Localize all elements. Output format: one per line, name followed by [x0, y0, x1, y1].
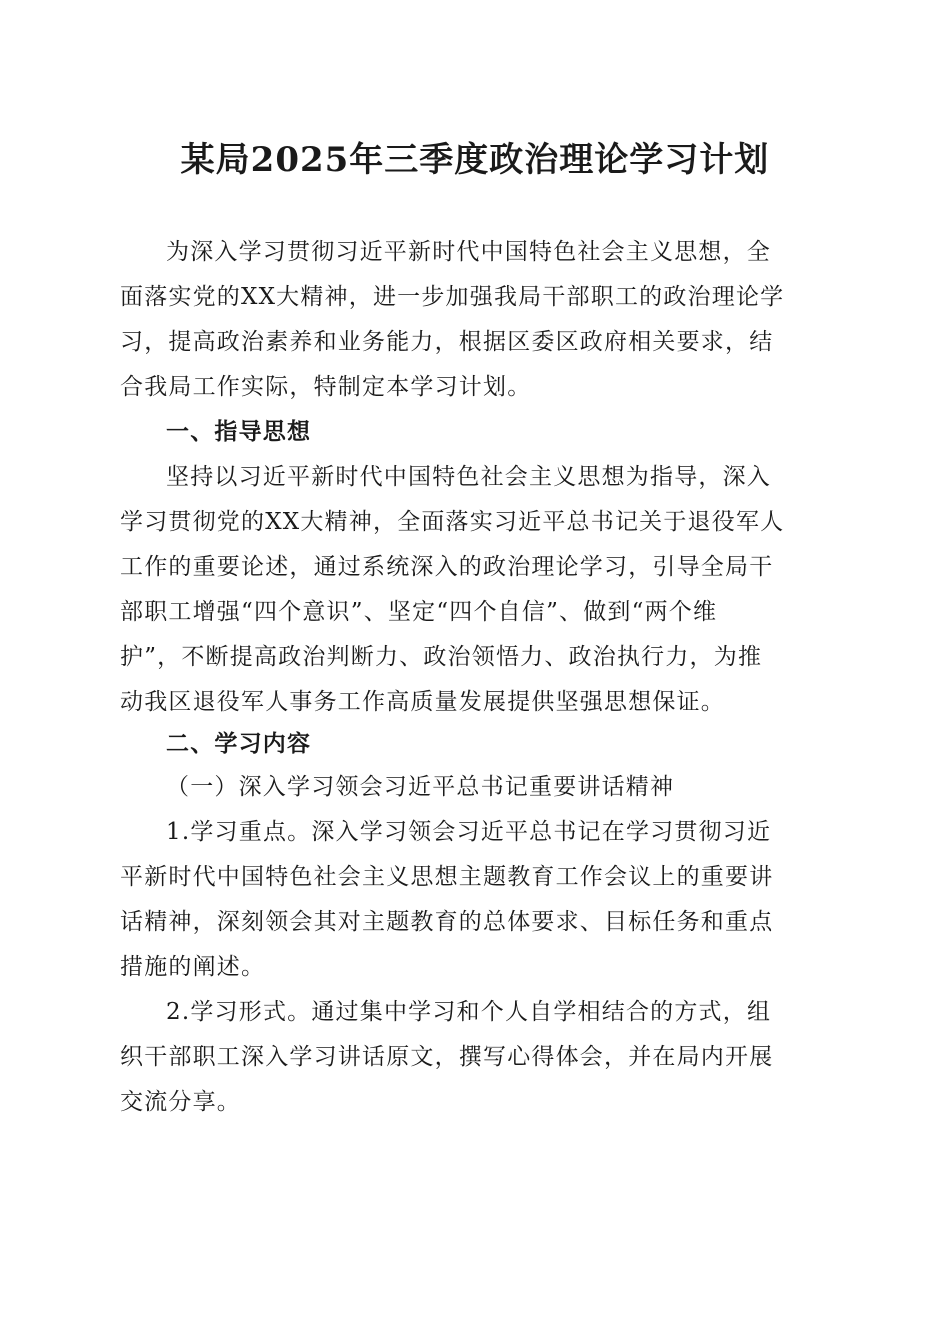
paragraph-line: 话精神，深刻领会其对主题教育的总体要求、目标任务和重点 — [120, 909, 774, 935]
intro-paragraph — [120, 230, 825, 410]
paragraph-line: 动我区退役军人事务工作高质量发展提供坚强思想保证。 — [120, 689, 725, 715]
paragraph-line: 交流分享。 — [120, 1089, 241, 1115]
guiding-thought-paragraph — [120, 455, 825, 725]
paragraph-line: 合我局工作实际，特制定本学习计划。 — [120, 374, 532, 400]
section-study-content — [120, 722, 825, 767]
section-heading: 一、指导思想 — [166, 419, 312, 445]
paragraph-line: 措施的阐述。 — [120, 954, 266, 980]
paragraph-line: 2.学习形式。通过集中学习和个人自学相结合的方式，组 — [166, 999, 772, 1025]
paragraph-line: 为深入学习贯彻习近平新时代中国特色社会主义思想，全 — [166, 239, 771, 265]
subsection — [120, 765, 825, 810]
paragraph-line: 学习贯彻党的XX大精神，全面落实习近平总书记关于退役军人 — [120, 509, 785, 535]
document-title: 某局2025年三季度政治理论学习计划 — [180, 140, 770, 180]
section-heading: 二、学习内容 — [166, 731, 312, 757]
paragraph-line: 1.学习重点。深入学习领会习近平总书记在学习贯彻习近 — [166, 819, 772, 845]
paragraph-line: 面落实党的XX大精神，进一步加强我局干部职工的政治理论学 — [120, 284, 785, 310]
paragraph-line: 工作的重要论述，通过系统深入的政治理论学习，引导全局干 — [120, 554, 774, 580]
paragraph-line: 平新时代中国特色社会主义思想主题教育工作会议上的重要讲 — [120, 864, 774, 890]
subsection-heading: （一）深入学习领会习近平总书记重要讲话精神 — [166, 774, 675, 800]
section-guiding-thought — [120, 410, 825, 455]
paragraph-line: 护”，不断提高政治判断力、政治领悟力、政治执行力，为推 — [120, 644, 763, 670]
paragraph-line: 习，提高政治素养和业务能力，根据区委区政府相关要求，结 — [120, 329, 774, 355]
paragraph-line: 部职工增强“四个意识”、坚定“四个自信”、做到“两个维 — [120, 599, 718, 625]
paragraph-line: 坚持以习近平新时代中国特色社会主义思想为指导，深入 — [166, 464, 771, 490]
study-form-paragraph — [120, 990, 825, 1125]
paragraph-line: 织干部职工深入学习讲话原文，撰写心得体会，并在局内开展 — [120, 1044, 774, 1070]
study-focus-paragraph — [120, 810, 825, 990]
